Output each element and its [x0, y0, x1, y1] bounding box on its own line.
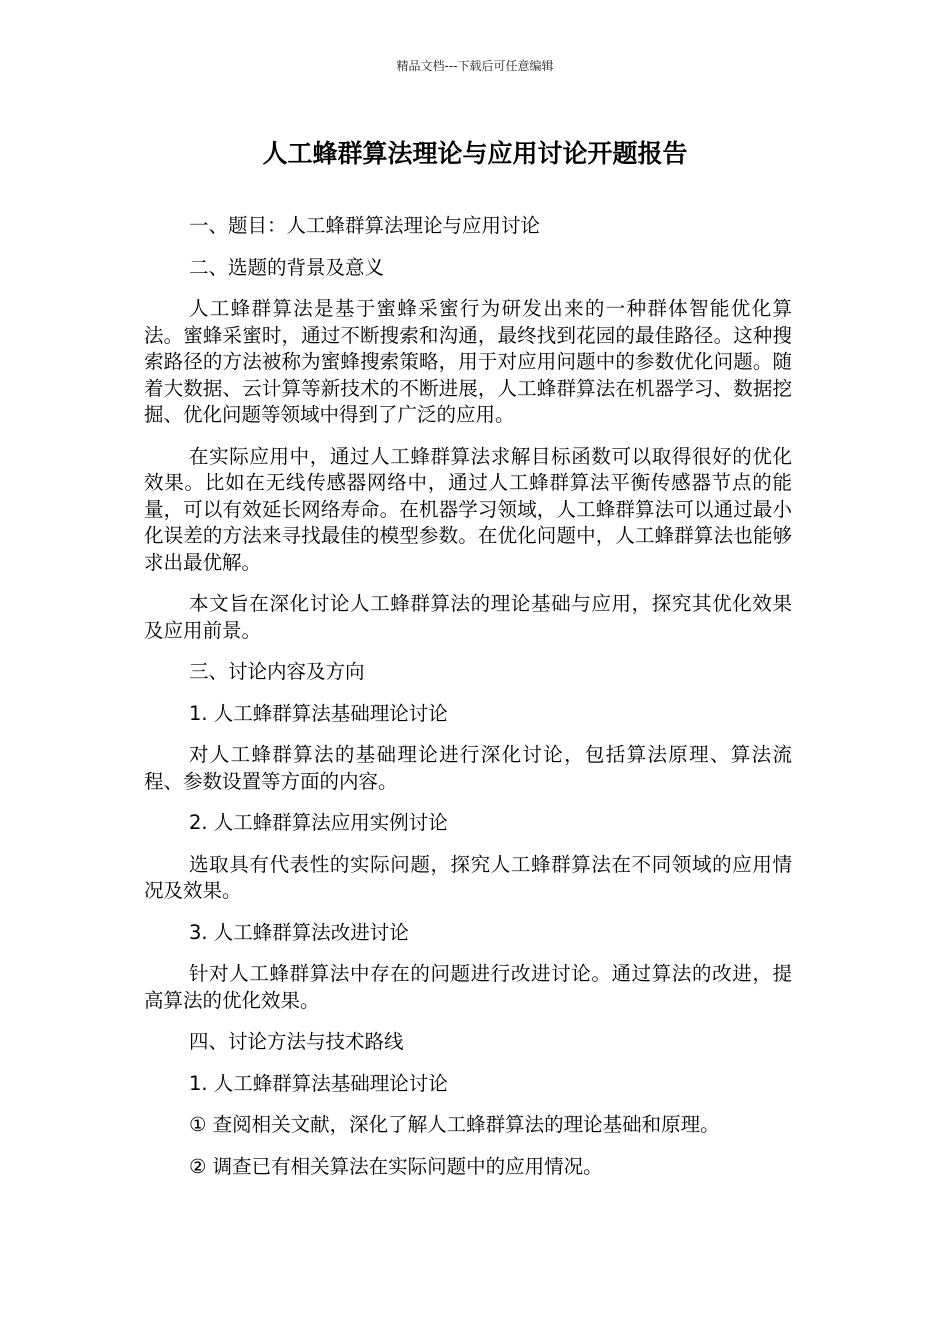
paragraph-theory: 对人工蜂群算法的基础理论进行深化讨论，包括算法原理、算法流程、参数设置等方面的内容。 — [144, 743, 792, 793]
paragraph-purpose: 本文旨在深化讨论人工蜂群算法的理论基础与应用，探究其优化效果及应用前景。 — [144, 592, 792, 642]
paragraph-background-1: 人工蜂群算法是基于蜜蜂采蜜行为研发出来的一种群体智能优化算法。蜜蜂采蜜时，通过不断搜索和沟通，最终找到花园的最佳路径。这种搜索路径的方法被称为蜜蜂搜索策略，用于对应用问题中的参数优化问题。随着大数据、云计算等新技术的不断进展，人工蜂群算法在机器学习、数据挖掘、优化问题等领域中得到了广泛的应用。 — [144, 297, 792, 426]
header-note: 精品文档---下载后可任意编辑 — [396, 59, 554, 73]
subheading-theory: 1. 人工蜂群算法基础理论讨论 — [189, 701, 448, 725]
paragraph-background-2: 在实际应用中，通过人工蜂群算法求解目标函数可以取得很好的优化效果。比如在无线传感器网络中，通过人工蜂群算法平衡传感器节点的能量，可以有效延长网络寿命。在机器学习领域，人工蜂群算法可以通过最小化误差的方法来寻找最佳的模型参数。在优化问题中，人工蜂群算法也能够求出最优解。 — [144, 444, 792, 574]
section-heading-method: 四、讨论方法与技术路线 — [189, 1030, 404, 1053]
document-body — [144, 213, 792, 1195]
list-item-2: ② 调查已有相关算法在实际问题中的应用情况。 — [189, 1154, 603, 1178]
section-heading-topic: 一、题目：人工蜂群算法理论与应用讨论 — [189, 214, 541, 237]
document-title: 人工蜂群算法理论与应用讨论开题报告 — [262, 139, 688, 168]
section-heading-content: 三、讨论内容及方向 — [189, 660, 365, 683]
subheading-method-theory: 1. 人工蜂群算法基础理论讨论 — [189, 1071, 448, 1095]
paragraph-improvement: 针对人工蜂群算法中存在的问题进行改进讨论。通过算法的改进，提高算法的优化效果。 — [144, 962, 792, 1012]
subheading-application: 2. 人工蜂群算法应用实例讨论 — [189, 811, 448, 834]
list-item-1: ① 查阅相关文献，深化了解人工蜂群算法的理论基础和原理。 — [189, 1113, 720, 1136]
subheading-improvement: 3. 人工蜂群算法改进讨论 — [189, 920, 409, 944]
section-heading-background: 二、选题的背景及意义 — [189, 255, 385, 279]
paragraph-application: 选取具有代表性的实际问题，探究人工蜂群算法在不同领域的应用情况及效果。 — [144, 852, 792, 902]
